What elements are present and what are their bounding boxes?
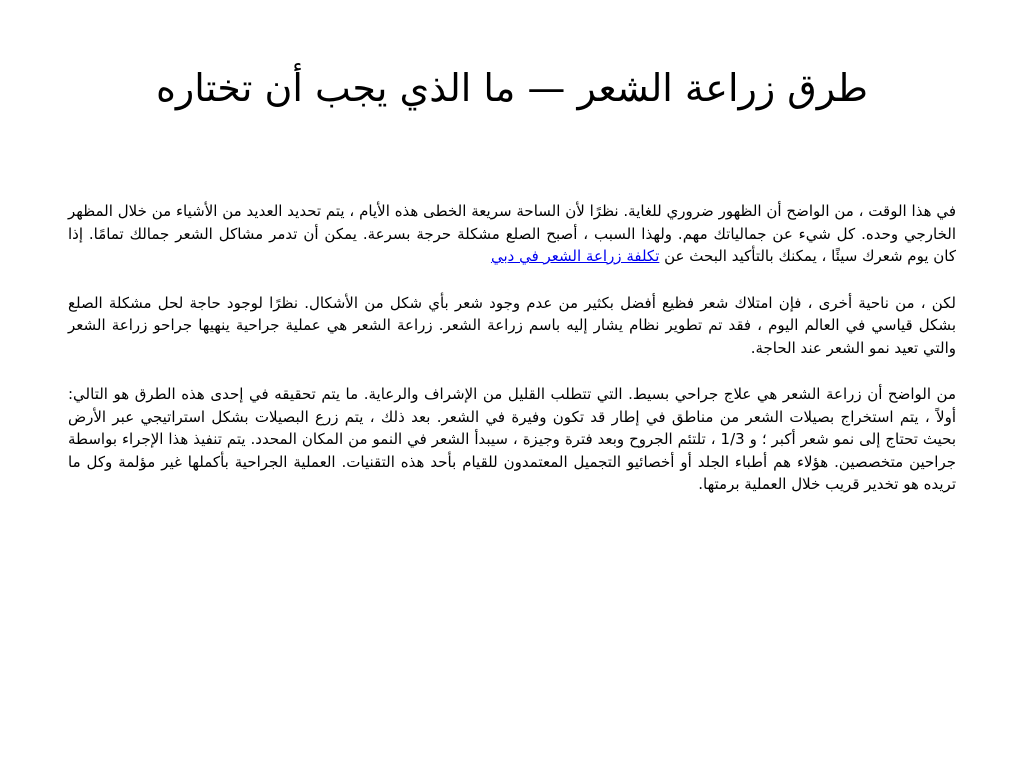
hair-transplant-cost-link[interactable]: تكلفة زراعة الشعر في دبي	[490, 247, 660, 265]
paragraph-intro	[68, 200, 956, 268]
slide-title: طرق زراعة الشعر — ما الذي يجب أن تختاره	[155, 66, 869, 110]
paragraph-intro-text: في هذا الوقت ، من الواضح أن الظهور ضروري للغاية. نظرًا لأن الساحة سريعة الخطى هذه الأيام ، يتم تحديد العديد من الأشياء من خلال المظهر الخارجي وحده. كل شيء عن جمالياتك مهم. ولهذا السبب ، أصبح الصلع مشكلة حرجة بسرعة. يمكن أن تدمر مشاكل الشعر جمالك تمامًا. إذا كان يوم شعرك سيئًا ، يمكنك بالتأكيد البحث عن	[68, 202, 956, 265]
paragraph-third: من الواضح أن زراعة الشعر هي علاج جراحي بسيط. التي تتطلب القليل من الإشراف والرعاية. ما يتم تحقيقه في إحدى هذه الطرق هو التالي: أولاً ، يتم استخراج بصيلات الشعر من مناطق في إطار قد تكون وفيرة في الشعر. بعد ذلك ، يتم زرع البصيلات بشكل استراتيجي عبر الأرض بحيث تحتاج إلى نمو شعر أكبر ؛ و 1/3 ، تلتئم الجروح وبعد فترة وجيزة ، سيبدأ الشعر في النمو من المكان المحدد. يتم تنفيذ هذا الإجراء بواسطة جراحين متخصصين. هؤلاء هم أطباء الجلد أو أخصائيو التجميل المعتمدون للقيام بأحد هذه التقنيات. العملية الجراحية بأكملها غير مؤلمة وكل ما تريده هو تخدير قريب خلال العملية برمتها.	[68, 385, 957, 493]
slide-body	[68, 200, 956, 520]
paragraph-second: لكن ، من ناحية أخرى ، فإن امتلاك شعر فظيع أفضل بكثير من عدم وجود شعر بأي شكل من الأشكال. نظرًا لوجود حاجة لحل مشكلة الصلع بشكل قياسي في العالم اليوم ، فقد تم تطوير نظام يشار إليه باسم زراعة الشعر. زراعة الشعر هي عملية جراحية ينهيها جراحو زراعة الشعر والتي تعيد نمو الشعر عند الحاجة.	[68, 293, 956, 357]
